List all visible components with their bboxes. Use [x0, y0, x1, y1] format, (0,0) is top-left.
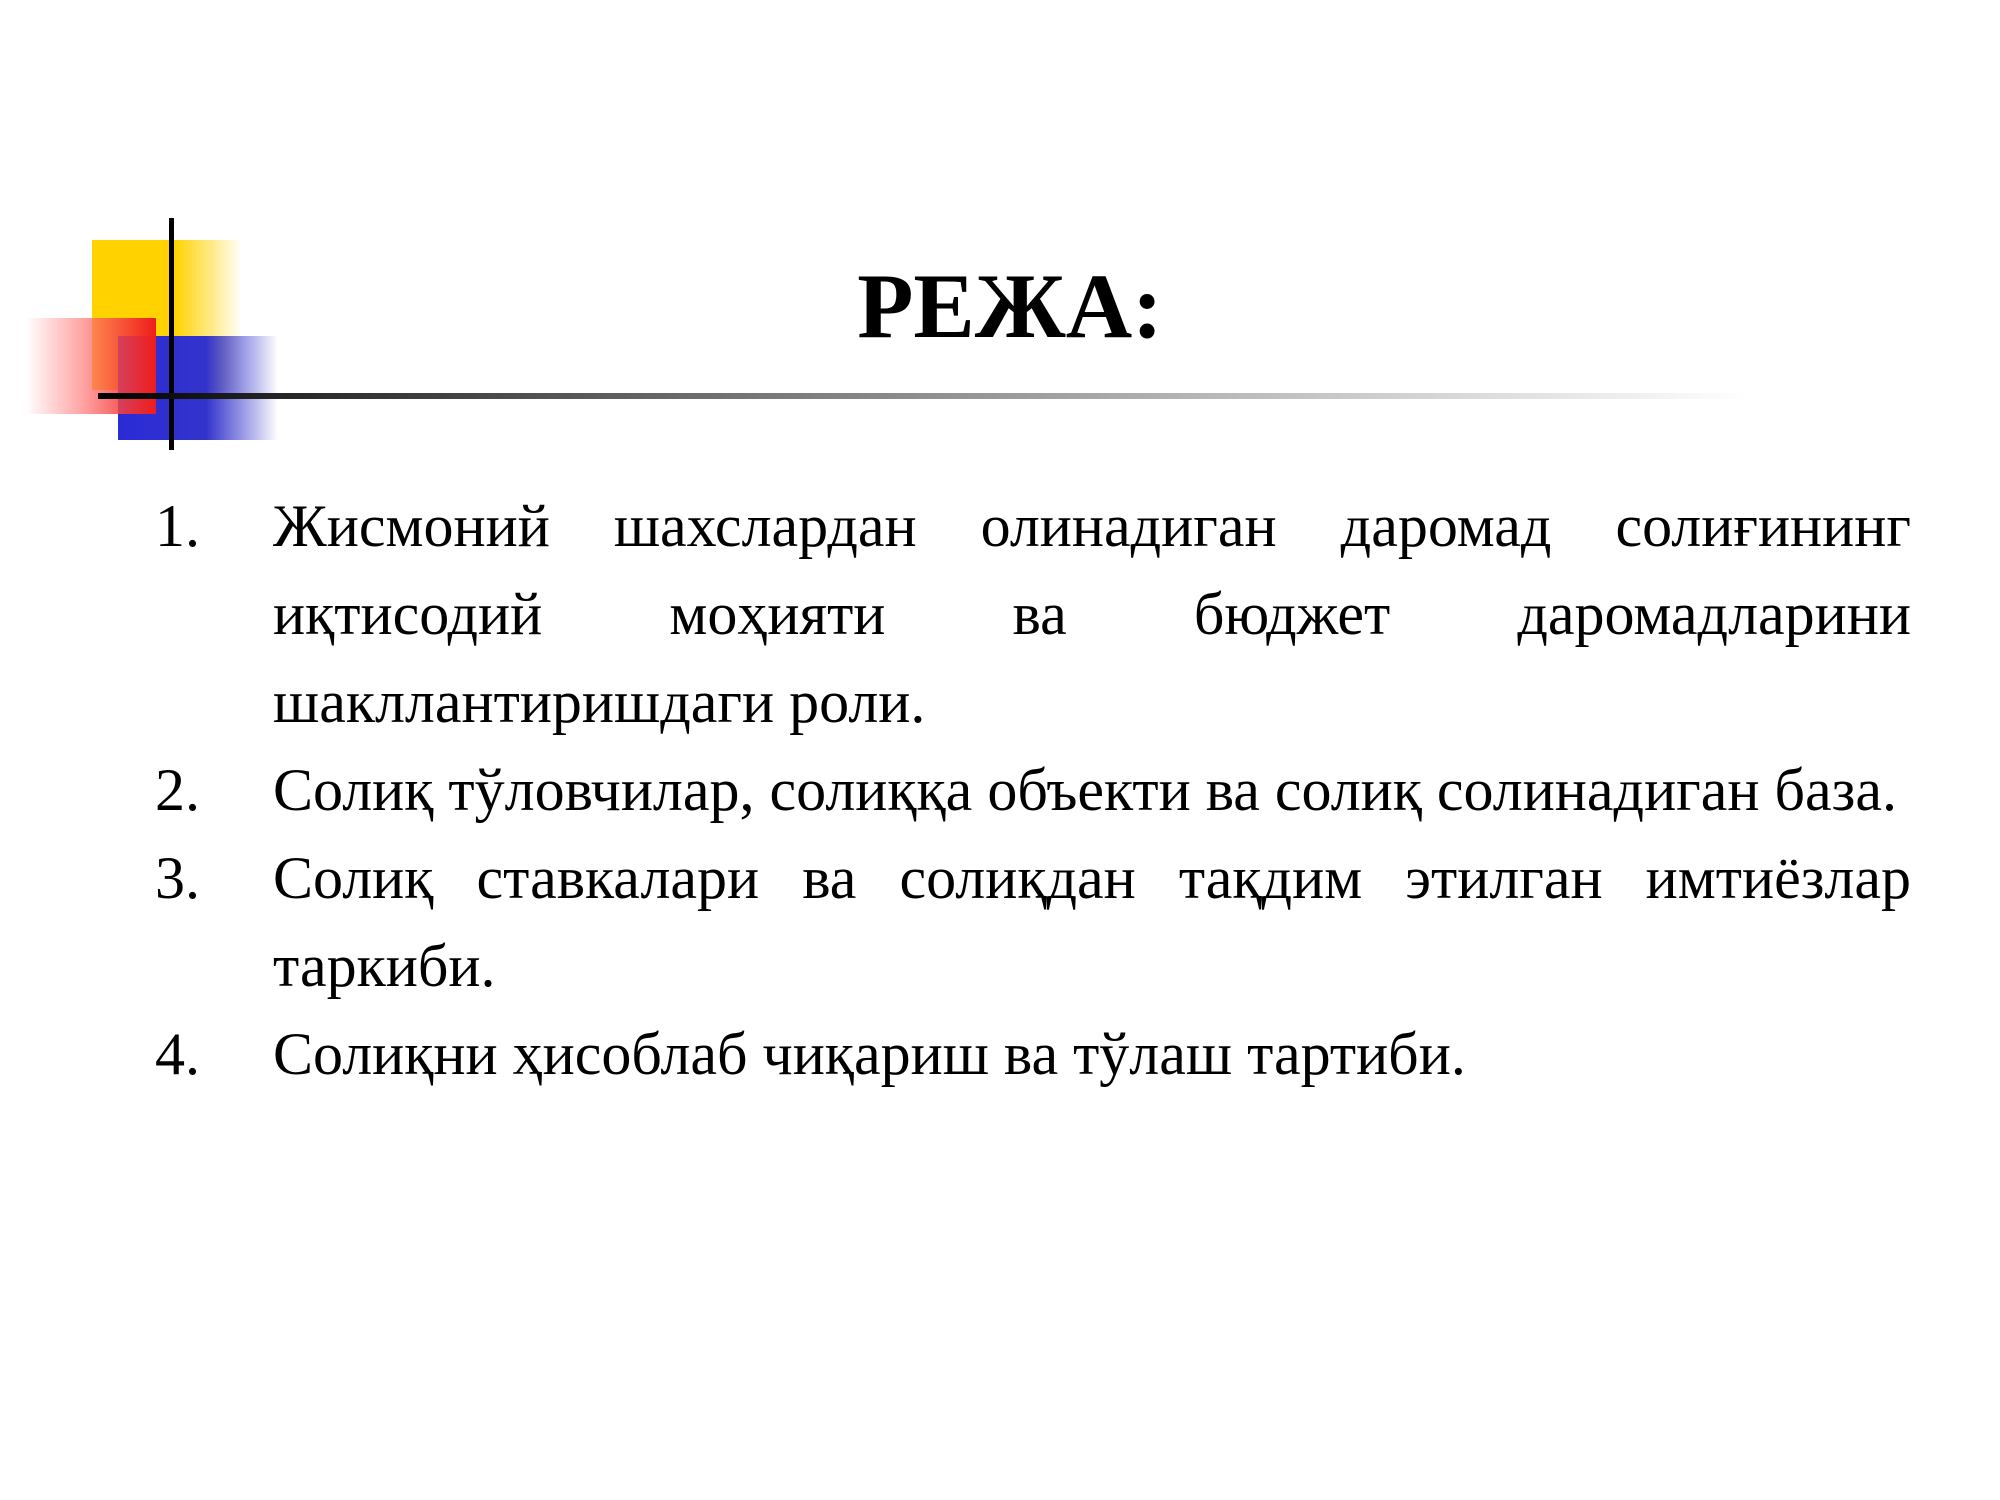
plan-item-number: 1. [155, 493, 200, 559]
plan-item [155, 834, 1911, 1010]
slide-title: РЕЖА: [857, 255, 1163, 357]
plan-item-number: 4. [155, 1021, 200, 1087]
plan-item-text: Солиқ тўловчилар, солиққа объекти ва солиқ солинадиган база. [273, 757, 1898, 823]
plan-item [155, 1010, 1911, 1098]
plan-item-text: Жисмоний шахслардан олинадиган даромад солиғининг иқтисодий моҳияти ва бюджет даромадларини шакллантиришдаги роли. [273, 493, 1911, 735]
plan-list [155, 482, 1911, 1098]
plan-item-number: 2. [155, 757, 200, 823]
plan-item [155, 482, 1911, 746]
title-underline [98, 393, 1748, 399]
plan-item-text: Солиқни ҳисоблаб чиқариш ва тўлаш тартиби. [273, 1021, 1466, 1087]
plan-item [155, 746, 1911, 834]
plan-item-text: Солиқ ставкалари ва солиқдан тақдим этилган имтиёзлар таркиби. [273, 845, 1911, 999]
plan-item-number: 3. [155, 845, 200, 911]
